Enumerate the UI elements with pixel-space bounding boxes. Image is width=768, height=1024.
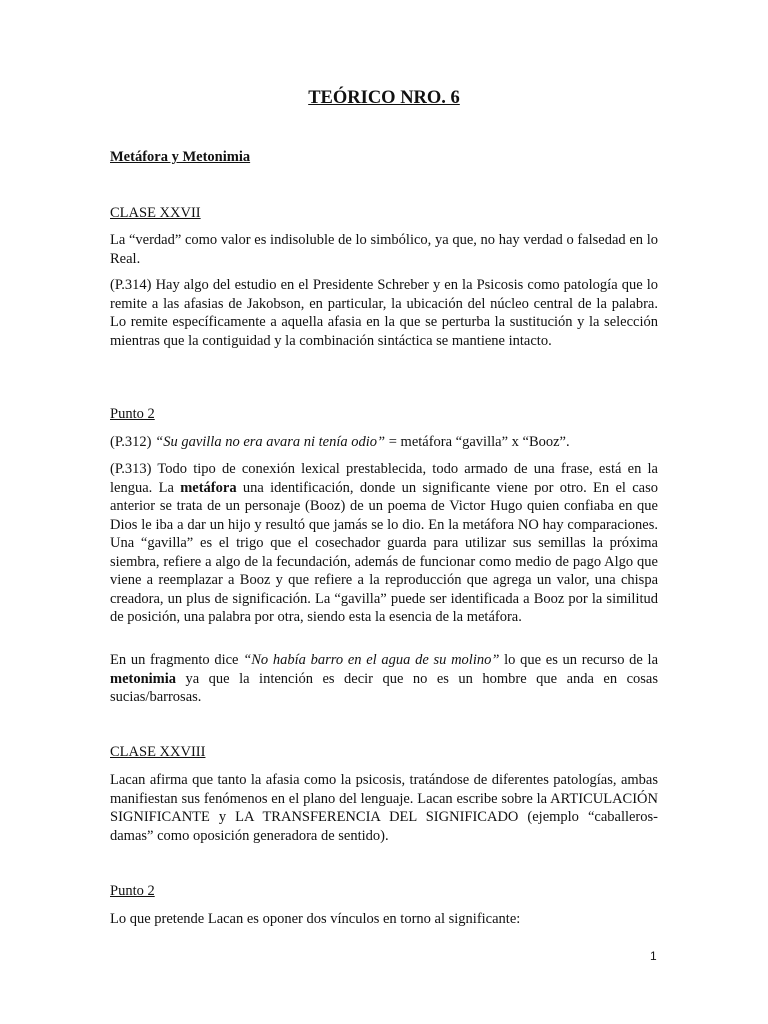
page-number: 1	[650, 949, 657, 963]
bold-term: metonimia	[110, 670, 177, 687]
text-span: lo que es un recurso de la	[499, 652, 659, 668]
text-span: una identificación, donde un significante viene por otro. En el caso anterior se trata de un personaje (Booz) de un poema de Victor Hugo quien confiaba en que Dios le iba a dar un hijo y resultó que jamás se lo dio. En la metáfora NO hay comparaciones. Una “gavilla” es el trigo que el cosechador guarda para utilizar sus semillas la próxima siembra, refiere a algo de la fecundación, además de funcionar como medio de pago Algo que viene a reemplazar a Booz y que refiere a la reproducción que agrega un valor, una chispa creadora, un plus de significación. La “gavilla” puede ser identificada a Booz por la similitud de posición, una palabra por otra, siendo esta la esencia de la metáfora.	[110, 479, 658, 625]
section-heading-punto-2: Punto 2	[110, 406, 155, 422]
text-span: En un fragmento dice	[110, 652, 244, 668]
paragraph: Lo que pretende Lacan es oponer dos vínculos en torno al significante:	[110, 911, 521, 927]
document-title: TEÓRICO NRO. 6	[308, 88, 460, 108]
section-heading-clase-xxviii: CLASE XXVIII	[110, 744, 206, 760]
quote-text: “No había barro en el agua de su molino”	[243, 652, 500, 668]
section-heading-clase-xxvii: CLASE XXVII	[110, 205, 201, 221]
paragraph: (P.314) Hay algo del estudio en el Presidente Schreber y en la Psicosis como patología que lo remite a las afasias de Jakobson, en particular, la ubicación del núcleo central de la palabra. Lo remite específicamente a aquella afasia en la que se perturba la sustitución y la selección mientras que la contiguidad y la combinación sintáctica se mantiene intacto.	[110, 277, 658, 349]
text-span: = metáfora “gavilla” x “Booz”.	[385, 434, 570, 450]
text-span: (P.312)	[110, 434, 156, 450]
paragraph	[110, 433, 658, 452]
text-span: (P.313) Todo tipo de conexión lexical prestablecida, todo armado de una frase, está en la lengua. La	[110, 461, 658, 496]
text-span: ya que la intención es decir que no es un hombre que anda en cosas sucias/barrosas.	[110, 670, 658, 705]
paragraph	[110, 460, 658, 627]
document-subtitle: Metáfora y Metonimia	[110, 149, 251, 165]
paragraph: Lacan afirma que tanto la afasia como la psicosis, tratándose de diferentes patologías, ambas manifiestan sus fenómenos en el plano del lenguaje. Lacan escribe sobre la ARTICULACIÓN SIGNIFICANTE y LA TRANSFERENCIA DEL SIGNIFICADO (ejemplo “caballeros-damas” como oposición generadora de sentido).	[110, 772, 658, 844]
quote-text: “Su gavilla no era avara ni tenía odio”	[155, 434, 386, 450]
bold-term: metáfora	[180, 479, 237, 496]
paragraph: La “verdad” como valor es indisoluble de lo simbólico, ya que, no hay verdad o falsedad en lo Real.	[110, 232, 658, 267]
section-heading-punto-2: Punto 2	[110, 883, 155, 899]
paragraph	[110, 651, 658, 707]
